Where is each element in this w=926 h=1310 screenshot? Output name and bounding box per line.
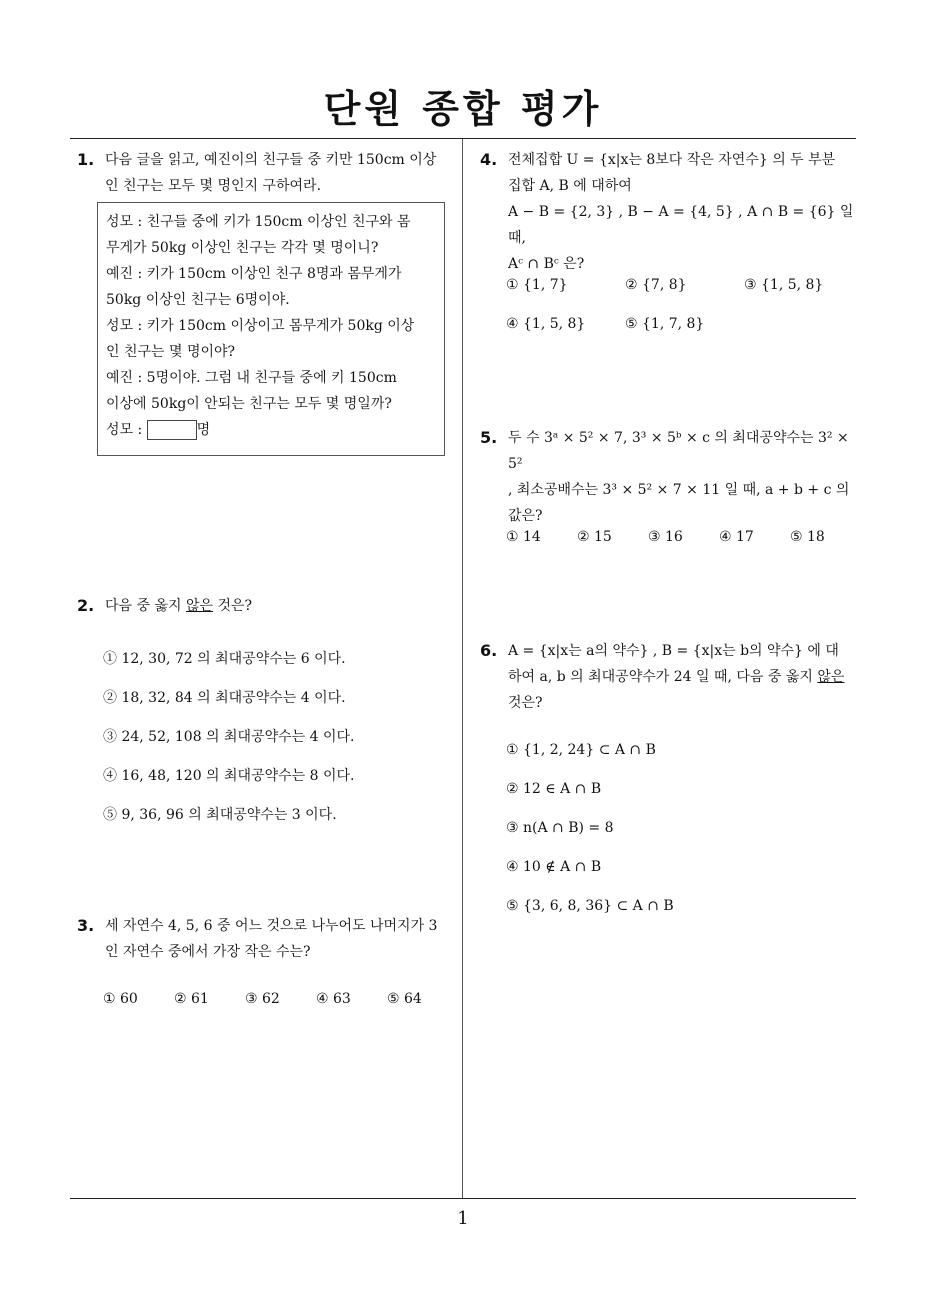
choice-2[interactable]: ② 61 <box>174 991 209 1007</box>
question-5 <box>480 425 860 529</box>
choice-3[interactable]: ③ 62 <box>245 991 280 1007</box>
column-divider <box>462 139 463 1198</box>
choice-2[interactable]: ② 15 <box>577 529 612 545</box>
choice-4[interactable]: ④ 63 <box>316 991 351 1007</box>
choice-2[interactable]: ② 18, 32, 84 의 최대공약수는 4 이다. <box>103 690 346 706</box>
choice-4[interactable]: ④ {1, 5, 8} <box>506 316 586 332</box>
question-text: 두 수 3ᵃ × 5² × 7, 3³ × 5ᵇ × c 의 최대공약수는 3² × 5² , 최소공배수는 3³ × 5² × 7 × 11 일 때, a + b + c 의 값은? <box>508 430 850 524</box>
question-text: 다음 중 옳지 않은 것은? <box>105 598 253 614</box>
choice-4[interactable]: ④ 16, 48, 120 의 최대공약수는 8 이다. <box>103 768 355 784</box>
choice-1[interactable]: ① 12, 30, 72 의 최대공약수는 6 이다. <box>103 651 346 667</box>
dialog-answer-line: 성모 : 명 <box>106 422 211 438</box>
question-number: 5. <box>480 428 498 447</box>
question-text: A = {x|x는 a의 약수} , B = {x|x는 b의 약수} 에 대 하여 a, b 의 최대공약수가 24 일 때, 다음 중 옳지 않은 것은? <box>508 643 845 711</box>
choice-5[interactable]: ⑤ {1, 7, 8} <box>625 316 705 332</box>
question-4 <box>480 147 860 277</box>
question-text: 세 자연수 4, 5, 6 중 어느 것으로 나누어도 나머지가 3 인 자연수 중에서 가장 작은 수는? <box>105 918 438 960</box>
question-1 <box>77 147 457 199</box>
question-number: 6. <box>480 641 498 660</box>
dialog-line: 이상에 50kg이 안되는 친구는 모두 몇 명일까? <box>106 396 392 412</box>
dialog-line: 50kg 이상인 친구는 6명이야. <box>106 292 290 308</box>
choice-5[interactable]: ⑤ 9, 36, 96 의 최대공약수는 3 이다. <box>103 807 337 823</box>
dialog-line: 예진 : 5명이야. 그럼 내 친구들 중에 키 150cm <box>106 370 397 386</box>
bottom-rule <box>70 1198 856 1199</box>
choice-1[interactable]: ① 60 <box>103 991 138 1007</box>
question-text: 전체집합 U = {x|x는 8보다 작은 자연수} 의 두 부분 집합 A, B 에 대하여 A − B = {2, 3} , B − A = {4, 5} , A ∩ B = {6} 일 때, Aᶜ ∩ Bᶜ 은? <box>508 152 854 272</box>
choice-1[interactable]: ① {1, 7} <box>506 277 568 293</box>
question-number: 3. <box>77 916 95 935</box>
choice-4[interactable]: ④ 10 ∉ A ∩ B <box>506 859 602 875</box>
question-3 <box>77 913 457 965</box>
choice-3[interactable]: ③ {1, 5, 8} <box>744 277 824 293</box>
choice-1[interactable]: ① 14 <box>506 529 541 545</box>
question-number: 1. <box>77 150 95 169</box>
choice-1[interactable]: ① {1, 2, 24} ⊂ A ∩ B <box>506 742 656 758</box>
page-number: 1 <box>457 1208 469 1229</box>
dialog-line: 무게가 50kg 이상인 친구는 각각 몇 명이니? <box>106 240 379 256</box>
question-2 <box>77 593 457 619</box>
choice-3[interactable]: ③ 16 <box>648 529 683 545</box>
page-title: 단원 종합 평가 <box>323 87 603 131</box>
choice-4[interactable]: ④ 17 <box>719 529 754 545</box>
top-rule <box>70 138 856 139</box>
choice-2[interactable]: ② {7, 8} <box>625 277 687 293</box>
dialog-line: 성모 : 친구들 중에 키가 150cm 이상인 친구와 몸 <box>106 214 411 230</box>
answer-blank[interactable] <box>147 420 197 440</box>
choice-2[interactable]: ② 12 ∈ A ∩ B <box>506 781 602 797</box>
choice-3[interactable]: ③ 24, 52, 108 의 최대공약수는 4 이다. <box>103 729 355 745</box>
dialog-line: 예진 : 키가 150cm 이상인 친구 8명과 몸무게가 <box>106 266 402 282</box>
choice-5[interactable]: ⑤ 64 <box>387 991 422 1007</box>
choice-5[interactable]: ⑤ {3, 6, 8, 36} ⊂ A ∩ B <box>506 898 674 914</box>
dialog-line: 성모 : 키가 150cm 이상이고 몸무게가 50kg 이상 <box>106 318 415 334</box>
dialog-line: 인 친구는 몇 명이야? <box>106 344 236 360</box>
question-number: 2. <box>77 596 95 615</box>
question-number: 4. <box>480 150 498 169</box>
dialog-box <box>97 202 445 456</box>
question-6 <box>480 638 860 716</box>
question-text: 다음 글을 읽고, 예진이의 친구들 중 키만 150cm 이상 인 친구는 모두 몇 명인지 구하여라. <box>105 152 437 194</box>
choice-5[interactable]: ⑤ 18 <box>790 529 825 545</box>
choice-3[interactable]: ③ n(A ∩ B) = 8 <box>506 820 614 836</box>
